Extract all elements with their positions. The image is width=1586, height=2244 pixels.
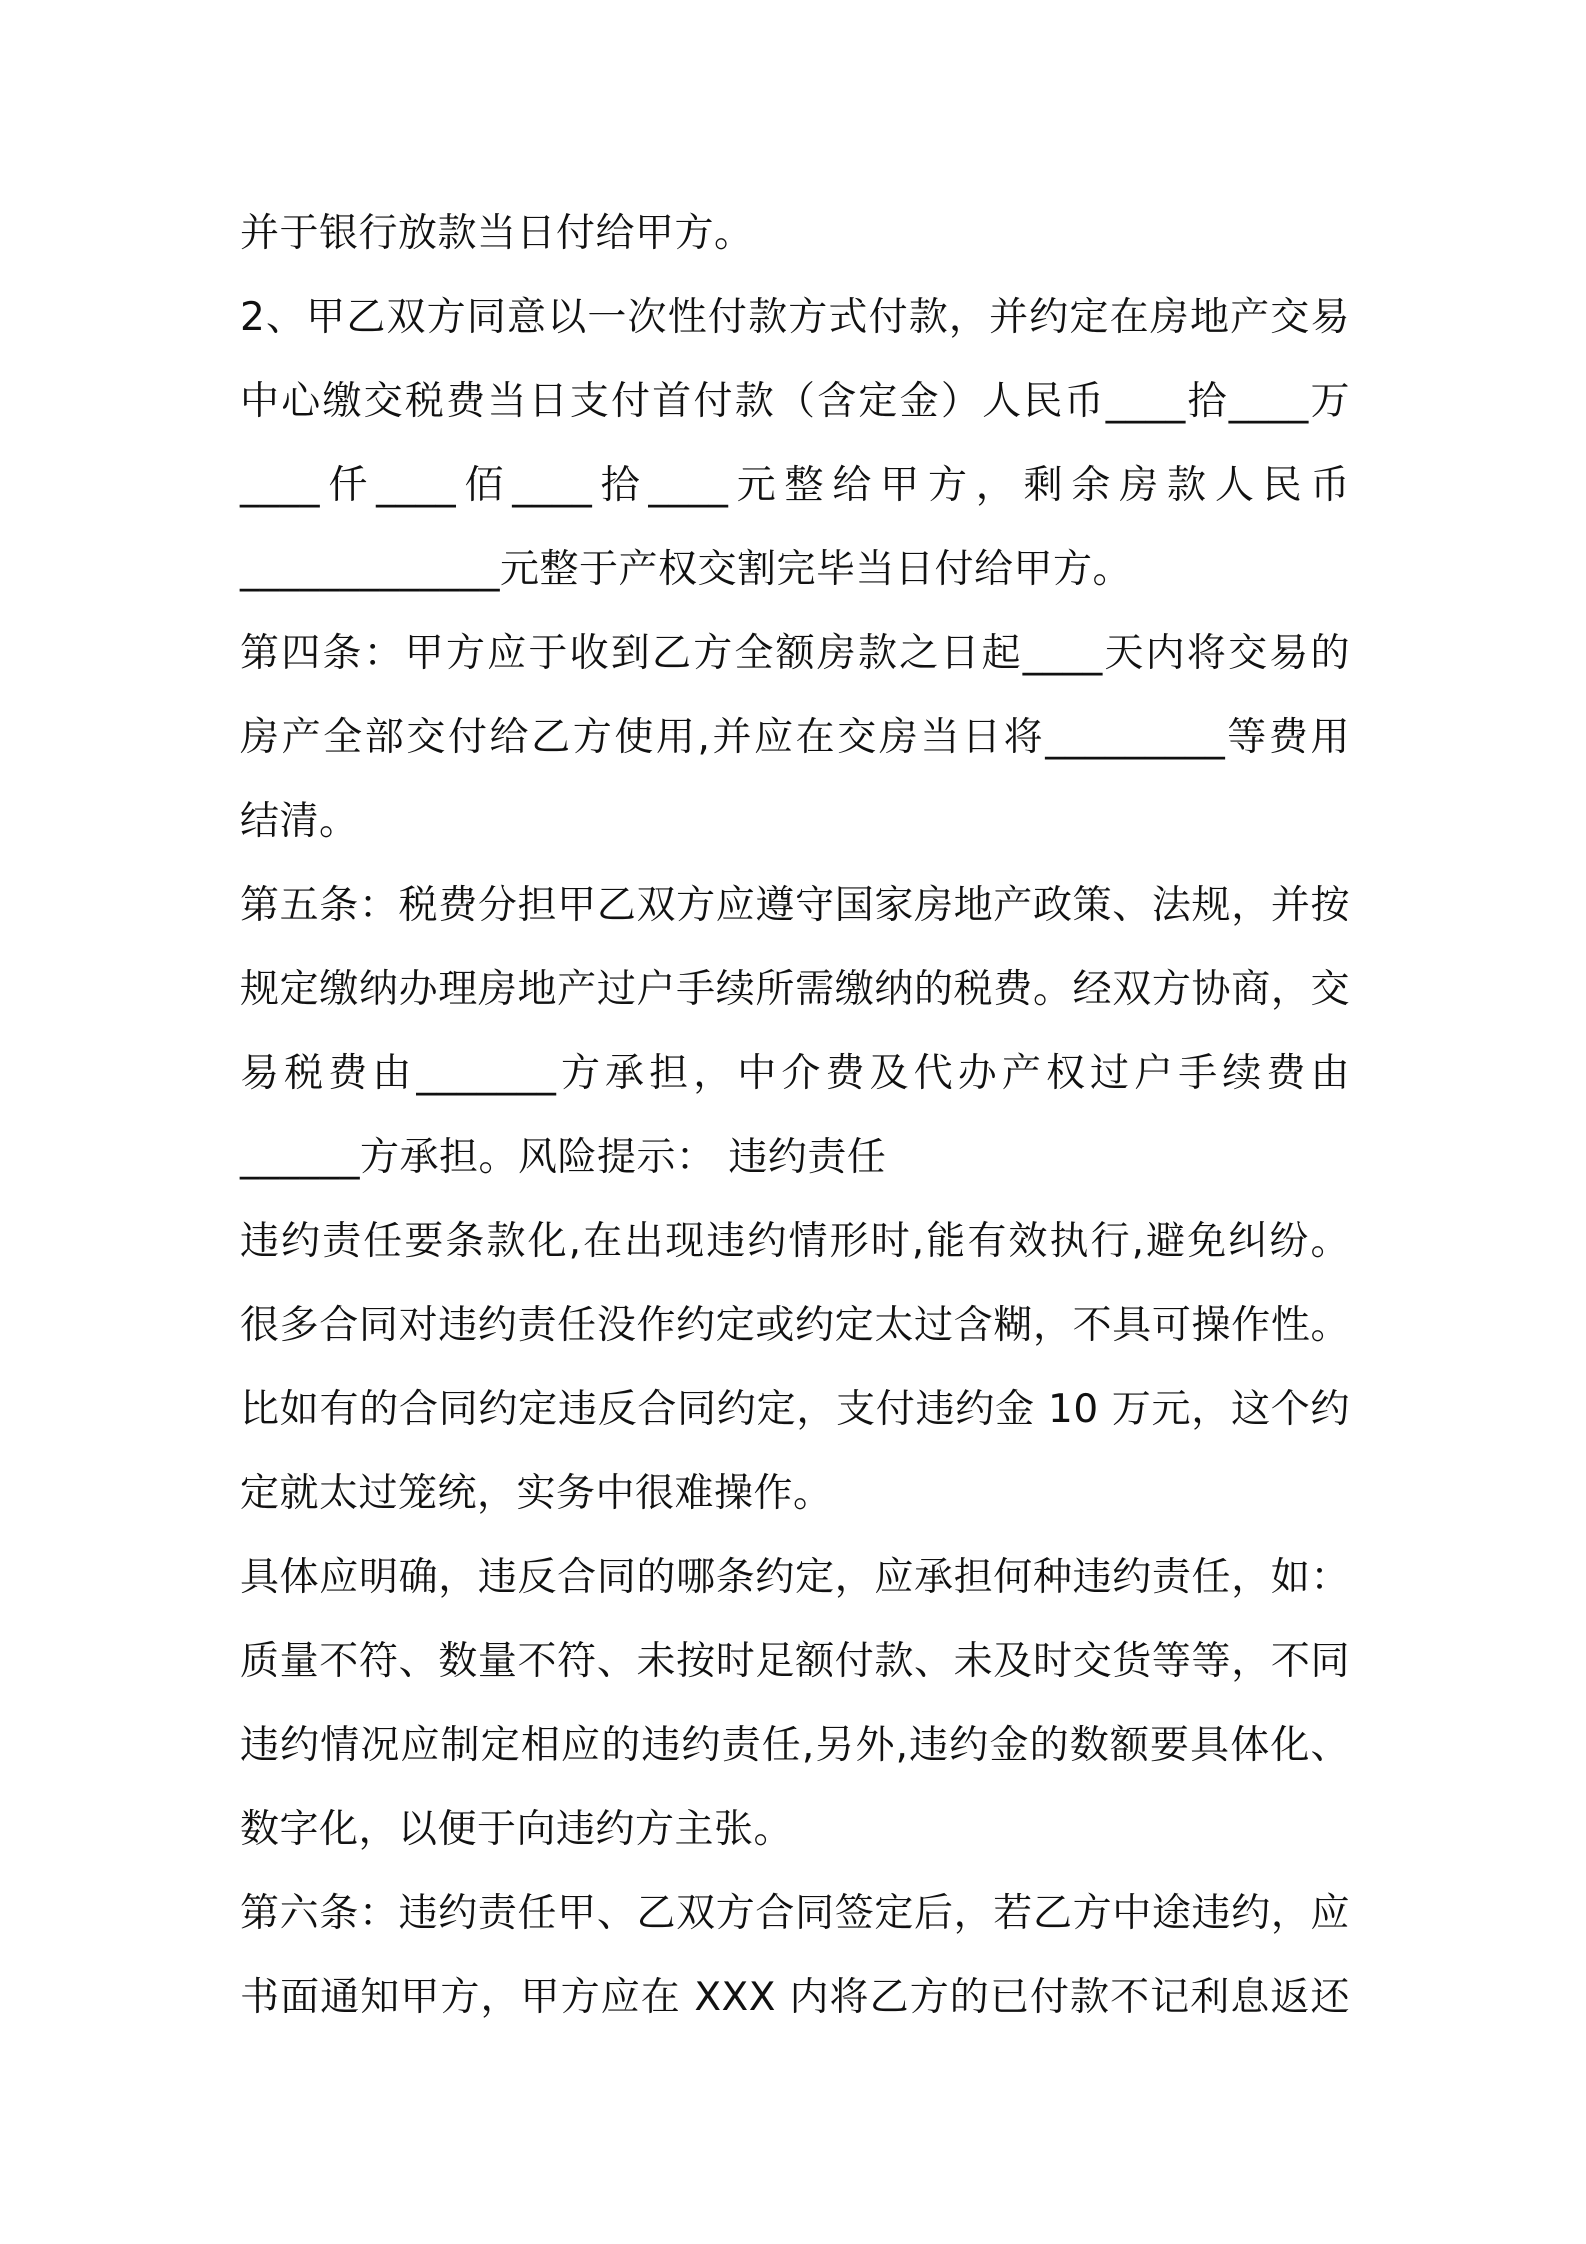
text-line: 2、甲乙双方同意以一次性付款方式付款，并约定在房地产交易	[240, 295, 1350, 340]
text-line: 第六条：违约责任甲、乙双方合同签定后，若乙方中途违约，应	[240, 1891, 1350, 1936]
text-line: 易税费由_______方承担，中介费及代办产权过户手续费由	[240, 1051, 1350, 1096]
text-line: 第五条：税费分担甲乙双方应遵守国家房地产政策、法规，并按	[240, 883, 1350, 928]
text-line: 数字化，以便于向违约方主张。	[240, 1807, 794, 1852]
text-line: _____________元整于产权交割完毕当日付给甲方。	[240, 547, 1133, 592]
document-body	[240, 192, 1350, 2040]
text-line: 并于银行放款当日付给甲方。	[240, 211, 754, 256]
text-line: 违约责任要条款化,在出现违约情形时,能有效执行,避免纠纷。	[240, 1219, 1350, 1264]
text-line: 质量不符、数量不符、未按时足额付款、未及时交货等等，不同	[240, 1639, 1350, 1684]
text-line: 比如有的合同约定违反合同约定，支付违约金 10 万元，这个约	[240, 1387, 1350, 1432]
text-line: ______方承担。风险提示： 违约责任	[240, 1135, 887, 1180]
text-line: 书面通知甲方，甲方应在 XXX 内将乙方的已付款不记利息返还	[240, 1975, 1350, 2020]
text-line: 房产全部交付给乙方使用,并应在交房当日将_________等费用	[240, 715, 1350, 760]
text-line: 中心缴交税费当日支付首付款（含定金）人民币____拾____万	[240, 379, 1350, 424]
text-line: 很多合同对违约责任没作约定或约定太过含糊，不具可操作性。	[240, 1303, 1350, 1348]
text-line: 违约情况应制定相应的违约责任,另外,违约金的数额要具体化、	[240, 1723, 1350, 1768]
text-line: 具体应明确，违反合同的哪条约定，应承担何种违约责任，如：	[240, 1555, 1350, 1600]
text-line: ____仟____佰____拾____元整给甲方，剩余房款人民币	[240, 463, 1350, 508]
text-line: 规定缴纳办理房地产过户手续所需缴纳的税费。经双方协商，交	[240, 967, 1350, 1012]
text-line: 结清。	[240, 799, 359, 844]
text-line: 定就太过笼统，实务中很难操作。	[240, 1471, 833, 1516]
text-line: 第四条：甲方应于收到乙方全额房款之日起____天内将交易的	[240, 631, 1350, 676]
